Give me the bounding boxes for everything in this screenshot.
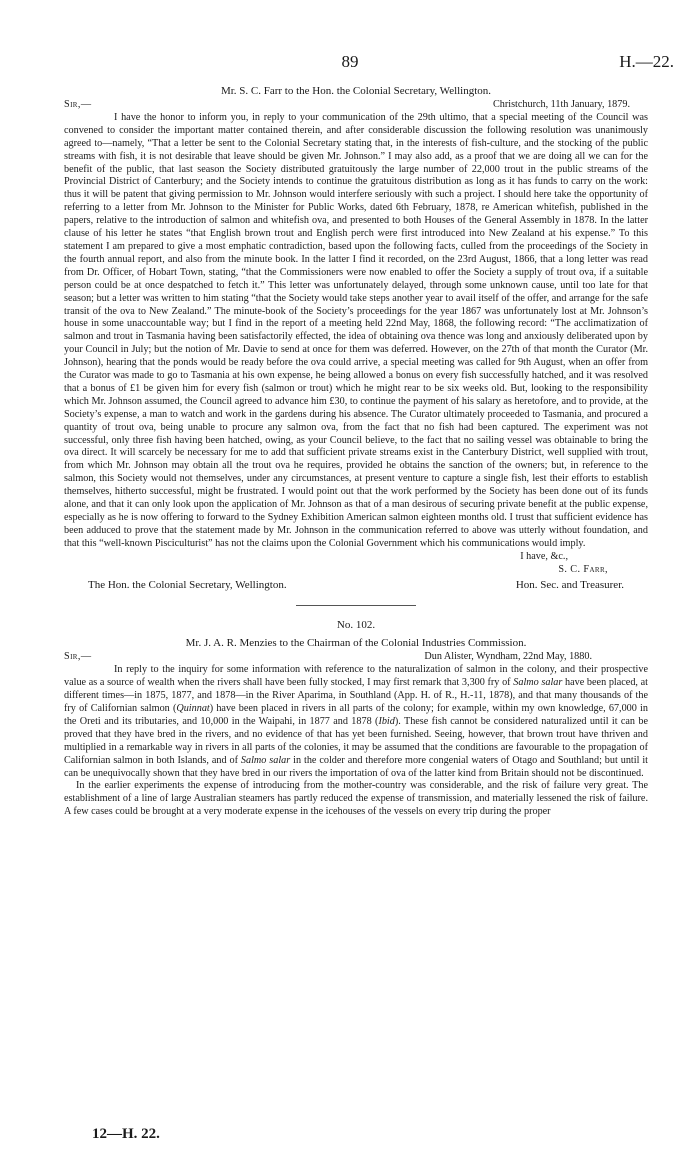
letter2-salutation-line [64, 651, 648, 664]
letter2-place-date: Dun Alister, Wyndham, 22nd May, 1880. [424, 651, 592, 663]
page-number: 89 [341, 52, 359, 71]
letter1-signer: S. C. Farr, [558, 563, 608, 575]
letter2-salutation: Sir,— [64, 651, 92, 663]
species-name: Salmo salar [513, 677, 563, 689]
letter1-signer-title: Hon. Sec. and Treasurer. [515, 578, 624, 591]
page-reference: H.—22. [619, 52, 674, 71]
footer-reference: 12—H. 22. [92, 1126, 160, 1142]
document-body [64, 84, 648, 819]
letter2-heading: Mr. J. A. R. Menzies to the Chairman of the Colonial Industries Commission. [185, 637, 527, 650]
letter2-number: No. 102. [336, 619, 376, 632]
letter1-addressee: The Hon. the Colonial Secretary, Wellington. [88, 578, 287, 591]
species-name: Salmo salar [240, 754, 291, 766]
species-name: Quinnat [176, 702, 210, 714]
letter1-footer-row [64, 579, 648, 592]
letter1-place-date: Christchurch, 11th January, 1879. [492, 99, 630, 110]
letter2-paragraph-2: In the earlier experiments the expense of introducing from the mother-country was considerable, and the risk of failure very great. The establishment of a line of large Australian steamers has partly reduced the expense of transmission, and materially lessened the risk of failure. A few cases could be brought at a very moderate expense in the icehouses of the vessels on every trip during the proper [64, 780, 648, 818]
section-divider [296, 605, 416, 606]
letter1-heading: Mr. S. C. Farr to the Hon. the Colonial Secretary, Wellington. [220, 85, 492, 97]
letter2-paragraph-1: In reply to the inquiry for some information with reference to the naturalization of salmon in the colony, and their prospective value as a source of wealth when the rivers shall have been fully stocked, I may first remark that 3,300 fry of Salmo salar have been placed, at different times—in 1875, 1877, and 1878—in the River Aparima, in Southland (App. H. of R., H.-11, 1878), and that many thousands of the fry of Californian salmon (Quinnat) have been placed in rivers in all parts of the colony; for example, within my own knowledge, 67,000 in the Oreti and its tributaries, and 10,000 in the Waipahi, in 1877 and 1878 (Ibid). These fish cannot be considered naturalized until it can be proved that they have bred in the rivers, and no evidence of that has yet been furnished. Seeing, however, that brown trout have thriven and multiplied in a remarkable way in rivers in all parts of the colonies, it may be assumed that the conditions are favourable to the propagation of Californian salmon in both Islands, and of Salmo salar in the colder and therefore more congenial waters of Otago and Southland; but until it can be unequivocally shown that they have bred in our rivers the importation of ova of the latter kind from Britain should not be discontinued. [64, 664, 649, 779]
citation-ibid: Ibid [378, 715, 395, 727]
letter1-body: I have the honor to inform you, in reply to your communication of the 29th ultimo, that a special meeting of the Council was convened to consider the important matter contained therein, and after considerable discussion the following resolution was unanimously agreed to—namely, “That a letter be sent to the Colonial Secretary stating that, in the interests of fish-culture, and the stocking of the public streams with fish, it is not desirable that leave should be given Mr. Johnson.” I may also add, as a proof that we are doing all we can for the benefit of the public, that last season the Society distributed gratuitously the large number of 22,000 trout in the public streams of the Provincial District of Canterbury; and the Society intends to continue the gratuitous distribution as long as it has funds to carry on the work: thus it will be patent that giving permission to Mr. Johnson would interfere seriously with such a project. I should here take the opportunity of referring to a letter from Mr. Johnson to the Minister for Public Works, dated 6th February, 1878, re American whitefish, published in the papers, relative to the introduction of salmon and whitefish ova, and presented to both Houses of the General Assembly in 1878. In the latter clause of his letter he states “that English brown trout and English perch were first introduced into New Zealand at his expense.” To this statement I am prepared to give a most emphatic contradiction, based upon the following facts, culled from the proceedings of the Society in the fourth annual report, and also from the minute book. In the latter I find it recorded, on the 23rd August, 1866, that a long letter was read from Dr. Officer, of Hobart Town, stating, “that the Commissioners were now enabled to offer the Society a supply of trout ova, if a suitable person could be at once despatched to fetch it.” This letter was unfortunately delayed, through some unknown cause, until too late for that season; but a letter was written to him stating “that the Society would take steps another year to avail itself of the offer, and arrange for the safe transit of the ova to New Zealand.” The minute-book of the Society’s proceedings for the year 1867 was unfortunately lost at Mr. Johnson’s house in some unaccountable way; but I find in the report of a meeting held 22nd May, 1868, the following record: “The acclimatization of salmon and trout in Tasmania having been satisfactorily effected, the idea of obtaining ova thence was long and anxiously deliberated upon by your Council in July; but the notion of Mr. Davie to send at once for them was deferred. However, on the 27th of that month the Curator (Mr. Johnson), hearing that the ponds would be ready before the ova could arrive, a special meeting was called for 9th August, when an offer from the Curator was made to go to Tasmania at his own expense, he being allowed a bonus on every fish successfully hatched, and it was resolved that a bonus of £1 be given him for every fish (salmon or trout) which he might rear to be six weeks old. But, looking to the responsibility which Mr. Johnson assumed, the Council agreed to advance him £30, to continue the payment of his salary as heretofore, and to provide, at the Society’s expense, a man to watch and work in the gardens during his absence. The Curator ultimately proceeded to Tasmania, and procured a quantity of trout ova, being unable to procure any salmon ova, from the fact that no fish had been captured. The experiment was not successful, only three fish having been hatched, owing, as your Council believe, to the fact that no sailing vessel was obtainable to bring the ova direct. It will scarcely be necessary for me to add that sufficient private streams exist in the Canterbury District, well supplied with trout, from which Mr. Johnson may obtain all the trout ova he requires, provided he obtains the sanction of the owners; but, in reference to the salmon, this Society would not themselves, under any circumstances, at present venture to capture a single fish, lest their efforts to establish themselves, hitherto successful, might be frustrated. I would point out that the work performed by the Society has been done out of its funds alone, and that it can only look upon the application of Mr. Johnson as that of a man desirous of securing private benefit at the public expense, especially as he is now offering to forward to the Sydney Exhibition American salmon eighteen months old. I trust that sufficient evidence has been adduced to prove that the statement made by Mr. Johnson in the communication referred to above was utterly without foundation, and that this “well-known Pisciculturist” has not the claims upon the Colonial Government which his communications would imply. [64, 111, 648, 549]
letter1-salutation-line [64, 99, 648, 112]
letter1-salutation: Sir,— [64, 99, 92, 110]
letter1-closing: I have, &c., [520, 550, 568, 562]
